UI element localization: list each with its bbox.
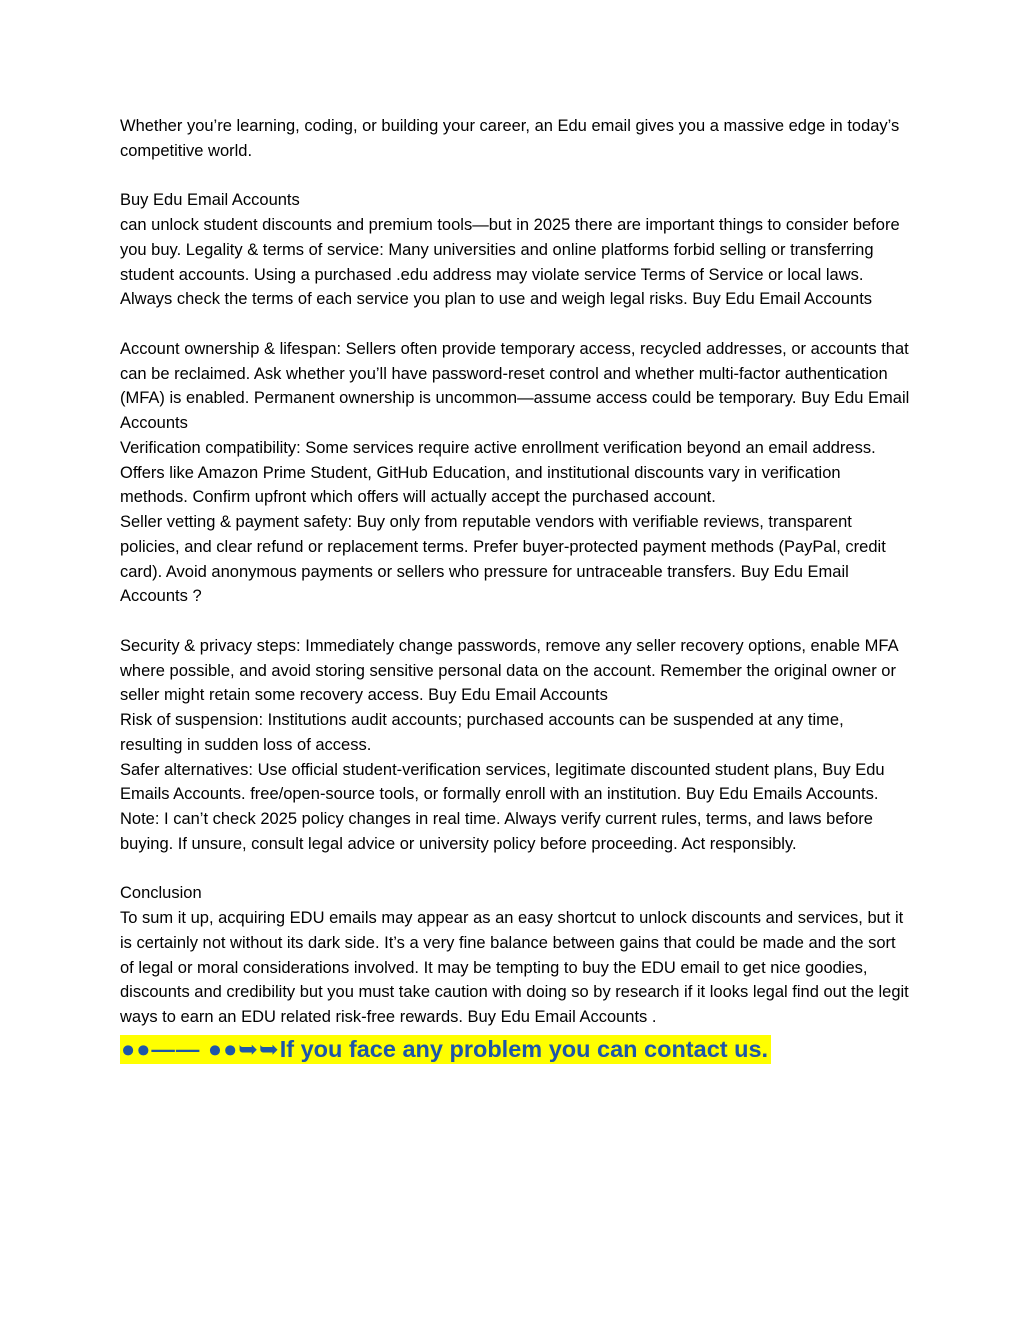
bullet-arrow-icons: ●●—— ●●➥➥ [121, 1035, 280, 1062]
note-paragraph: Note: I can’t check 2025 policy changes in real time. Always verify current rules, terms, and laws before buying. If unsure, consult legal advice or university policy before proceeding. Act responsibly. [120, 810, 873, 853]
risk-suspension-paragraph: Risk of suspension: Institutions audit accounts; purchased accounts can be suspended at any time, resulting in sudden loss of access. [120, 711, 844, 754]
blank-line [120, 857, 910, 882]
intro-paragraph: Whether you’re learning, coding, or building your career, an Edu email gives you a massive edge in today’s competitive world. [120, 117, 900, 160]
contact-highlight-mark [120, 1035, 771, 1064]
seller-vetting-paragraph: Seller vetting & payment safety: Buy only from reputable vendors with verifiable reviews, transparent policies, and clear refund or replacement terms. Prefer buyer-protected payment methods (PayPal, credit card). Avoid anonymous payments or sellers who pressure for untraceable transfers. Buy Edu Email Accounts ? [120, 513, 886, 606]
blank-line [120, 312, 910, 337]
ownership-paragraph: Account ownership & lifespan: Sellers often provide temporary access, recycled addresses, or accounts that can be reclaimed. Ask whether you’ll have password-reset control and whether multi-factor authentication (MFA) is enabled. Permanent ownership is uncommon—assume access could be temporary. Buy Edu Email Accounts [120, 339, 910, 432]
buy-edu-heading-line: Buy Edu Email Accounts [120, 191, 300, 210]
conclusion-heading-line: Conclusion [120, 884, 202, 903]
security-privacy-paragraph: Security & privacy steps: Immediately change passwords, remove any seller recovery options, enable MFA where possible, and avoid storing sensitive personal data on the account. Remember the original owner or seller might retain some recovery access. Buy Edu Email Accounts [120, 636, 898, 705]
blank-line [120, 164, 910, 189]
conclusion-paragraph: To sum it up, acquiring EDU emails may appear as an easy shortcut to unlock discounts and services, but it is certainly not without its dark side. It’s a very fine balance between gains that could be made and the sort of legal or moral considerations involved. It may be tempting to buy the EDU email to get nice goodies, discounts and credibility but you must take caution with doing so by research if it looks legal find out the legit ways to earn an EDU related risk-free rewards. Buy Edu Email Accounts . [120, 909, 909, 1026]
contact-highlight-line [120, 1031, 910, 1068]
verification-paragraph: Verification compatibility: Some services require active enrollment verification beyond an email address. Offers like Amazon Prime Student, GitHub Education, and institutional discounts vary in verification methods. Confirm upfront which offers will actually accept the purchased account. [120, 438, 876, 507]
document-body [120, 114, 910, 1068]
contact-text: If you face any problem you can contact us. [279, 1035, 769, 1062]
legality-paragraph: can unlock student discounts and premium tools—but in 2025 there are important things to consider before you buy. Legality & terms of service: Many universities and online platforms forbid selling or transferring student accounts. Using a purchased .edu address may violate service Terms of Service or local laws. Always check the terms of each service you plan to use and weigh legal risks. Buy Edu Email Accounts [120, 216, 900, 309]
blank-line [120, 609, 910, 634]
safer-alternatives-paragraph: Safer alternatives: Use official student-verification services, legitimate discounted student plans, Buy Edu Emails Accounts. free/open-source tools, or formally enroll with an institution. Buy Edu Emails Accounts. [120, 760, 885, 804]
